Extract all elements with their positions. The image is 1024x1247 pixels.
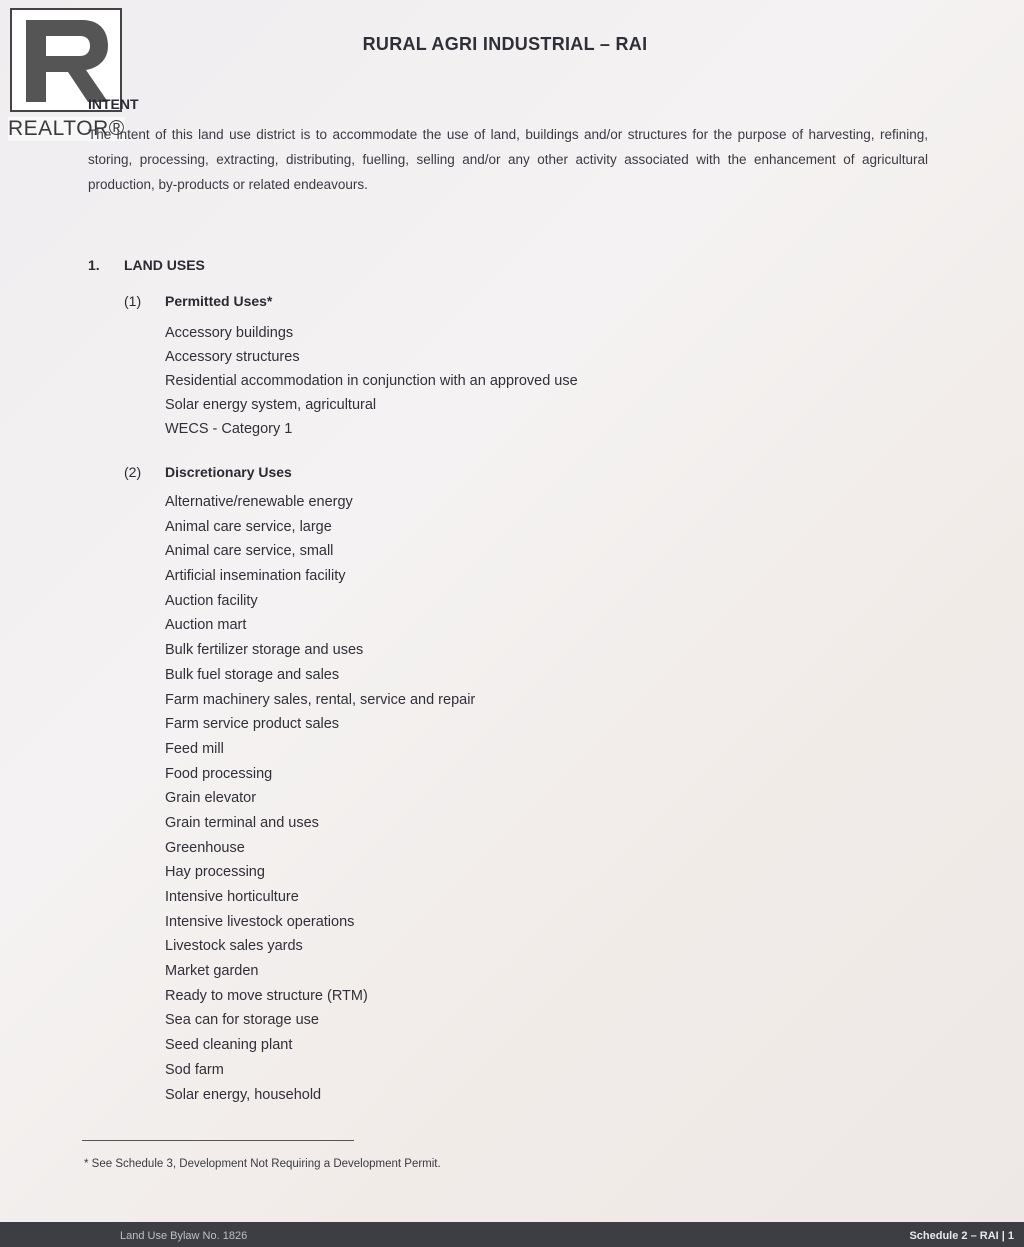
subsection-title: Discretionary Uses	[165, 464, 292, 480]
list-item: Sea can for storage use	[165, 1012, 319, 1029]
list-item: Livestock sales yards	[165, 938, 303, 955]
footnote-divider	[82, 1140, 354, 1141]
list-item: Alternative/renewable energy	[165, 494, 353, 510]
realtor-logo-text: REALTOR®	[8, 117, 125, 140]
list-item: Intensive horticulture	[165, 889, 299, 905]
list-item: Seed cleaning plant	[165, 1037, 293, 1054]
discretionary-uses-heading	[124, 464, 292, 480]
list-item: Accessory buildings	[165, 325, 294, 341]
subsection-title: Permitted Uses*	[165, 293, 273, 309]
discretionary-uses-list	[165, 490, 475, 1107]
list-item: Auction facility	[165, 592, 258, 609]
list-item: Ready to move structure (RTM)	[165, 987, 368, 1004]
list-item: Market garden	[165, 963, 259, 980]
realtor-r-icon	[12, 10, 120, 110]
list-item: Intensive livestock operations	[165, 913, 355, 930]
list-item: Grain terminal and uses	[165, 814, 319, 831]
list-item: Feed mill	[165, 740, 224, 757]
permitted-uses-heading	[124, 293, 272, 309]
section-title: LAND USES	[124, 257, 205, 273]
list-item: Solar energy system, agricultural	[165, 397, 377, 413]
list-item: Food processing	[165, 765, 273, 782]
list-item: Auction mart	[165, 617, 247, 634]
footer-bylaw: Land Use Bylaw No. 1826	[120, 1230, 248, 1242]
footnote: * See Schedule 3, Development Not Requiring a Development Permit.	[84, 1158, 441, 1170]
list-item: Bulk fertilizer storage and uses	[165, 642, 364, 659]
subsection-number: (1)	[124, 293, 142, 309]
list-item: Hay processing	[165, 864, 265, 881]
list-item: Accessory structures	[165, 349, 300, 365]
permitted-uses-list	[165, 321, 578, 441]
list-item: WECS - Category 1	[165, 421, 293, 437]
page-title: RURAL AGRI INDUSTRIAL – RAI	[362, 34, 648, 54]
page-footer	[0, 1222, 1024, 1247]
list-item: Greenhouse	[165, 839, 245, 856]
list-item: Farm machinery sales, rental, service and repair	[165, 691, 476, 708]
list-item: Farm service product sales	[165, 716, 340, 733]
list-item: Sod farm	[165, 1061, 224, 1078]
list-item: Animal care service, small	[165, 543, 334, 560]
footer-page-label: Schedule 2 – RAI | 1	[909, 1230, 1014, 1242]
subsection-number: (2)	[124, 464, 142, 480]
list-item: Residential accommodation in conjunction with an approved use	[165, 373, 578, 389]
list-item: Solar energy, household	[165, 1086, 322, 1103]
intent-paragraph: The intent of this land use district is to accommodate the use of land, buildings and/or structures for the purpose of harvesting, refining, storing, processing, extracting, distributing, fuelling, selling and/or any other activity associated with the enhancement of agricultural production, by-products or related endeavours.	[88, 127, 928, 192]
land-uses-heading	[88, 257, 205, 273]
list-item: Animal care service, large	[165, 518, 332, 535]
section-number: 1.	[88, 257, 100, 273]
intent-heading: INTENT	[88, 96, 139, 112]
list-item: Artificial insemination facility	[165, 568, 346, 585]
list-item: Grain elevator	[165, 790, 257, 807]
list-item: Bulk fuel storage and sales	[165, 666, 340, 683]
